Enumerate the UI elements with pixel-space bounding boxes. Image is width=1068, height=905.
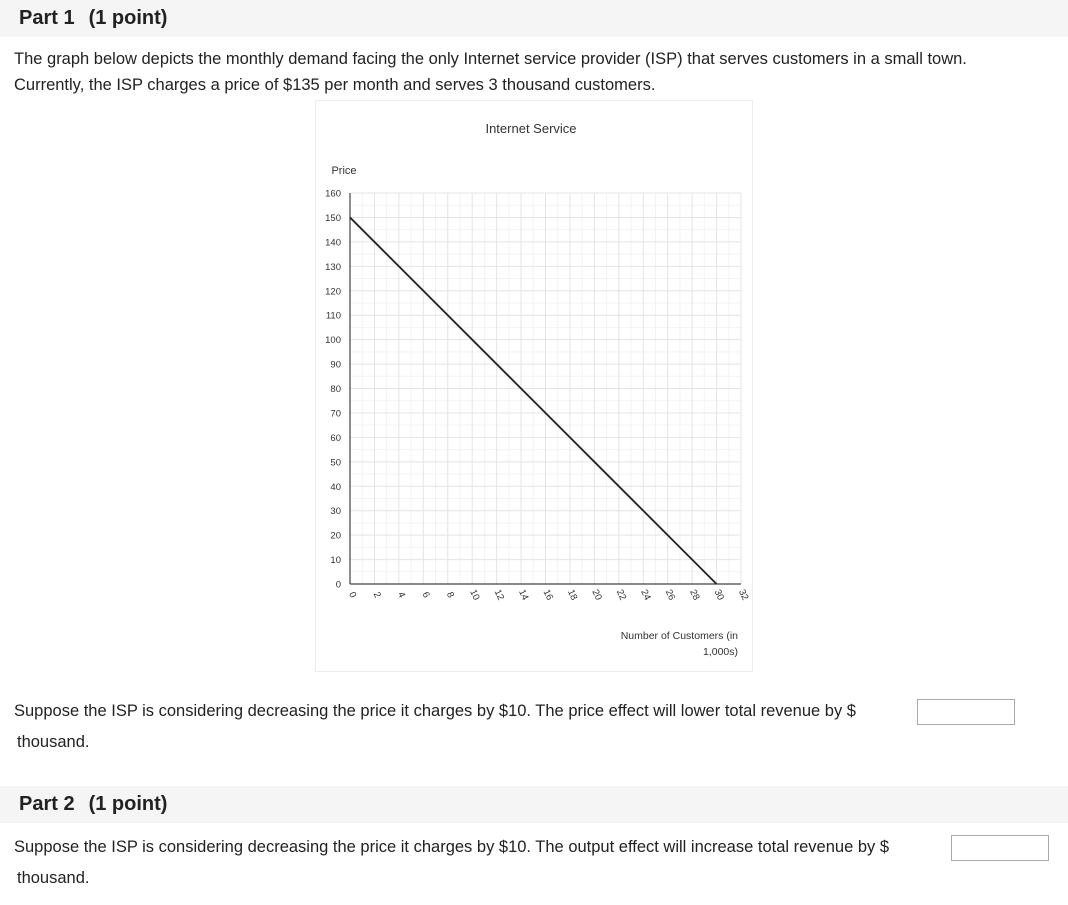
- part2-question: [14, 834, 1054, 860]
- x-tick-label: 30: [711, 587, 727, 603]
- part2-question-text: Suppose the ISP is considering decreasing the price it charges by $10. The output effect will increase total revenue by $: [14, 838, 890, 856]
- y-tick-label: 130: [325, 261, 341, 273]
- x-axis-label-line2: 1,000s): [702, 646, 738, 658]
- part2-answer-input[interactable]: [951, 835, 1049, 861]
- part1-header: [0, 0, 1068, 37]
- y-tick-label: 70: [330, 408, 341, 420]
- x-tick-label: 28: [687, 587, 702, 603]
- part1-question-text: Suppose the ISP is considering decreasing the price it charges by $10. The price effect will lower total revenue by $: [14, 702, 856, 720]
- y-tick-label: 60: [330, 432, 341, 444]
- part1-intro-line2: Currently, the ISP charges a price of $135 per month and serves 3 thousand customers.: [14, 76, 656, 94]
- x-tick-label: 18: [564, 587, 580, 603]
- part2-points: (1 point): [88, 793, 168, 815]
- x-tick-label: 0: [346, 590, 359, 600]
- y-tick-label: 10: [330, 555, 341, 567]
- x-tick-label: 26: [662, 587, 678, 603]
- x-tick-label: 8: [443, 590, 457, 600]
- x-tick-label: 22: [613, 587, 629, 603]
- part1-answer-input[interactable]: [917, 699, 1015, 725]
- part1-question: [14, 698, 1054, 724]
- x-tick-label: 6: [419, 590, 432, 600]
- x-tick-label: 14: [516, 587, 531, 603]
- y-tick-label: 110: [325, 310, 341, 322]
- part1-intro-line1: The graph below depicts the monthly demand facing the only Internet service provider (ISP) that serves customers in a small town.: [14, 50, 967, 68]
- x-tick-label: 2: [370, 590, 383, 600]
- y-tick-label: 140: [325, 237, 341, 249]
- part1-title: Part 1: [19, 7, 75, 29]
- y-tick-label: 120: [325, 286, 341, 298]
- y-tick-label: 50: [330, 457, 341, 469]
- part2-title: Part 2: [19, 793, 75, 815]
- y-tick-label: 0: [335, 579, 341, 591]
- x-tick-label: 32: [736, 587, 751, 603]
- y-tick-label: 40: [330, 481, 341, 493]
- part1-intro: [14, 46, 1054, 98]
- y-axis-label: Price: [331, 165, 357, 177]
- part1-points: (1 point): [88, 7, 168, 29]
- x-tick-label: 24: [638, 587, 653, 603]
- x-tick-label: 12: [491, 587, 507, 603]
- chart-title: Internet Service: [485, 121, 577, 136]
- y-tick-label: 80: [330, 384, 341, 395]
- x-tick-label: 4: [395, 590, 408, 600]
- chart-frame: [316, 101, 753, 672]
- x-tick-label: 10: [467, 587, 482, 603]
- part1-question-suffix: thousand.: [17, 733, 90, 751]
- y-tick-label: 150: [325, 212, 341, 224]
- chart: [315, 100, 753, 677]
- y-tick-label: 20: [330, 530, 341, 542]
- x-axis-label-line1: Number of Customers (in: [620, 630, 738, 642]
- y-tick-label: 90: [330, 359, 341, 371]
- chart-svg: [315, 100, 753, 672]
- x-tick-label: 16: [540, 587, 555, 603]
- part2-header: [0, 786, 1068, 823]
- y-tick-label: 160: [325, 188, 341, 200]
- x-tick-label: 20: [589, 587, 604, 603]
- y-tick-label: 30: [330, 506, 341, 518]
- part2-question-suffix: thousand.: [17, 869, 90, 887]
- y-tick-label: 100: [325, 335, 341, 347]
